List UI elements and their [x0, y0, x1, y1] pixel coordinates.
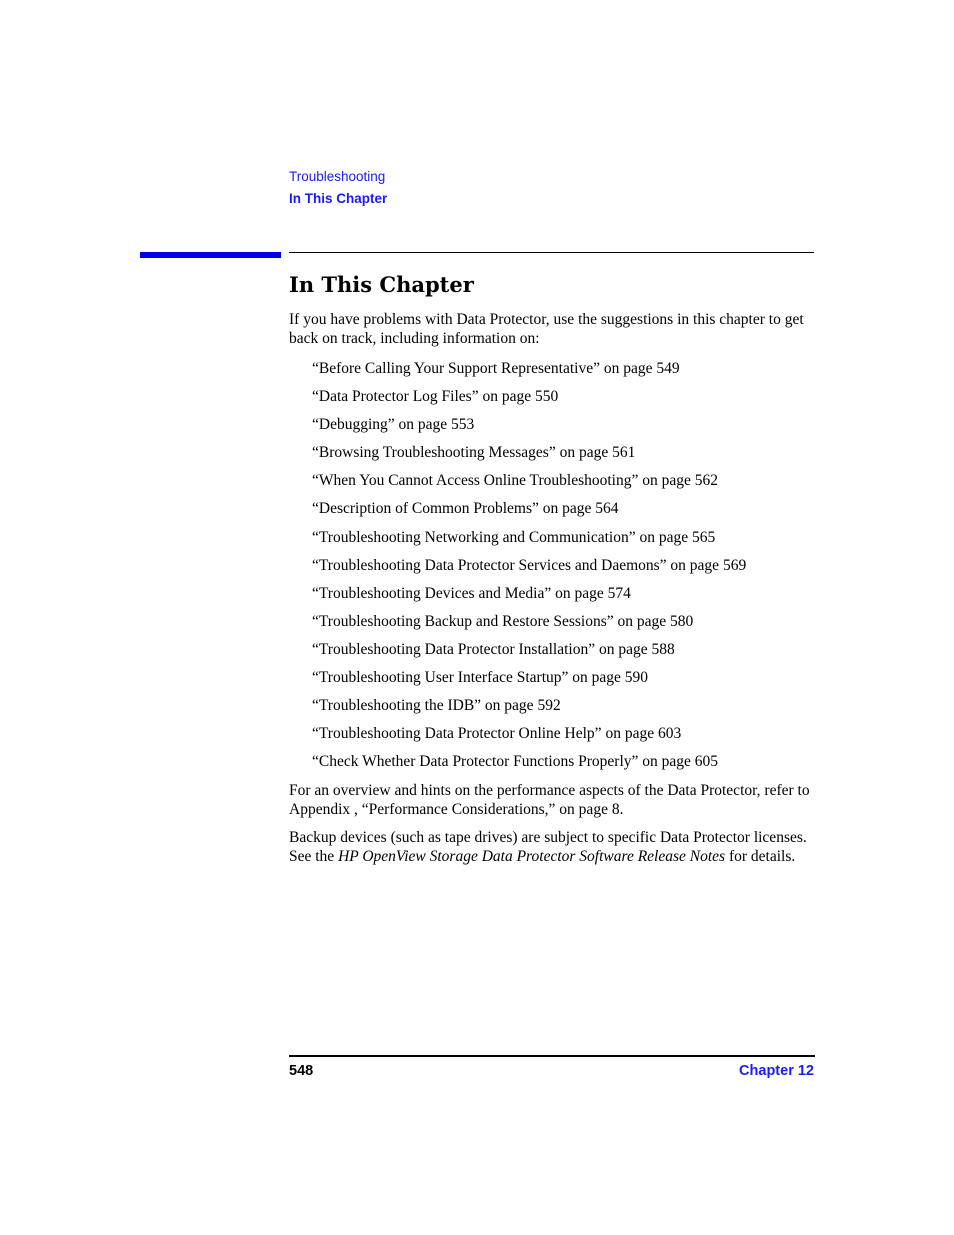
list-item [312, 753, 746, 781]
chapter-link[interactable]: Chapter 12 [739, 1063, 814, 1079]
title-divider [289, 252, 814, 253]
list-item [312, 641, 746, 669]
xref-link[interactable]: “Check Whether Data Protector Functions Properly” on page 605 [312, 753, 719, 771]
xref-link[interactable]: “Troubleshooting the IDB” on page 592 [312, 697, 561, 715]
page-number: 548 [289, 1063, 314, 1079]
list-item [312, 613, 746, 641]
list-item [312, 444, 746, 472]
list-item [312, 725, 746, 753]
list-item [312, 697, 746, 725]
xref-link[interactable]: “Troubleshooting Networking and Communication” on page 565 [312, 528, 716, 546]
xref-link[interactable]: “Troubleshooting User Interface Startup” on page 590 [312, 669, 649, 687]
xref-link[interactable]: “Debugging” on page 553 [312, 416, 475, 434]
xref-link[interactable]: “Description of Common Problems” on page 564 [312, 500, 619, 518]
intro-paragraph: If you have problems with Data Protector, use the suggestions in this chapter to get back on track, including information on: [289, 311, 804, 347]
backup-paragraph [289, 829, 819, 866]
list-item [312, 360, 746, 388]
backup-text-end: for details. [725, 847, 796, 865]
backup-text-start: Backup devices (such as tape drives) are subject to specific Data Protector licenses. See the [289, 829, 807, 865]
list-item [312, 472, 746, 500]
list-item [312, 529, 746, 557]
cross-reference-list [312, 360, 746, 781]
xref-link[interactable]: “Troubleshooting Data Protector Installation” on page 588 [312, 640, 675, 658]
page-title: In This Chapter [289, 272, 474, 297]
xref-link[interactable]: “Browsing Troubleshooting Messages” on page 561 [312, 444, 636, 462]
footer-divider [289, 1055, 815, 1057]
breadcrumb-link-in-this-chapter[interactable]: In This Chapter [289, 191, 388, 206]
xref-link[interactable]: “Troubleshooting Backup and Restore Sessions” on page 580 [312, 612, 694, 630]
xref-link[interactable]: “Troubleshooting Data Protector Online Help” on page 603 [312, 725, 682, 743]
xref-link[interactable]: “Before Calling Your Support Representative” on page 549 [312, 360, 680, 377]
list-item [312, 500, 746, 528]
list-item [312, 416, 746, 444]
list-item [312, 388, 746, 416]
overview-paragraph: For an overview and hints on the performance aspects of the Data Protector, refer to Appendix , “Performance Considerations,” on page 8. [289, 782, 810, 818]
xref-link[interactable]: “Troubleshooting Data Protector Services and Daemons” on page 569 [312, 556, 747, 574]
release-notes-title: HP OpenView Storage Data Protector Software Release Notes [338, 847, 726, 865]
list-item [312, 669, 746, 697]
breadcrumb-link-troubleshooting[interactable]: Troubleshooting [289, 169, 386, 184]
xref-link[interactable]: “When You Cannot Access Online Troubleshooting” on page 562 [312, 472, 718, 490]
list-item [312, 585, 746, 613]
xref-link[interactable]: “Troubleshooting Devices and Media” on page 574 [312, 584, 631, 602]
xref-link[interactable]: “Data Protector Log Files” on page 550 [312, 388, 559, 406]
breadcrumb [289, 166, 387, 210]
list-item [312, 557, 746, 585]
chapter-accent-bar [140, 252, 281, 258]
